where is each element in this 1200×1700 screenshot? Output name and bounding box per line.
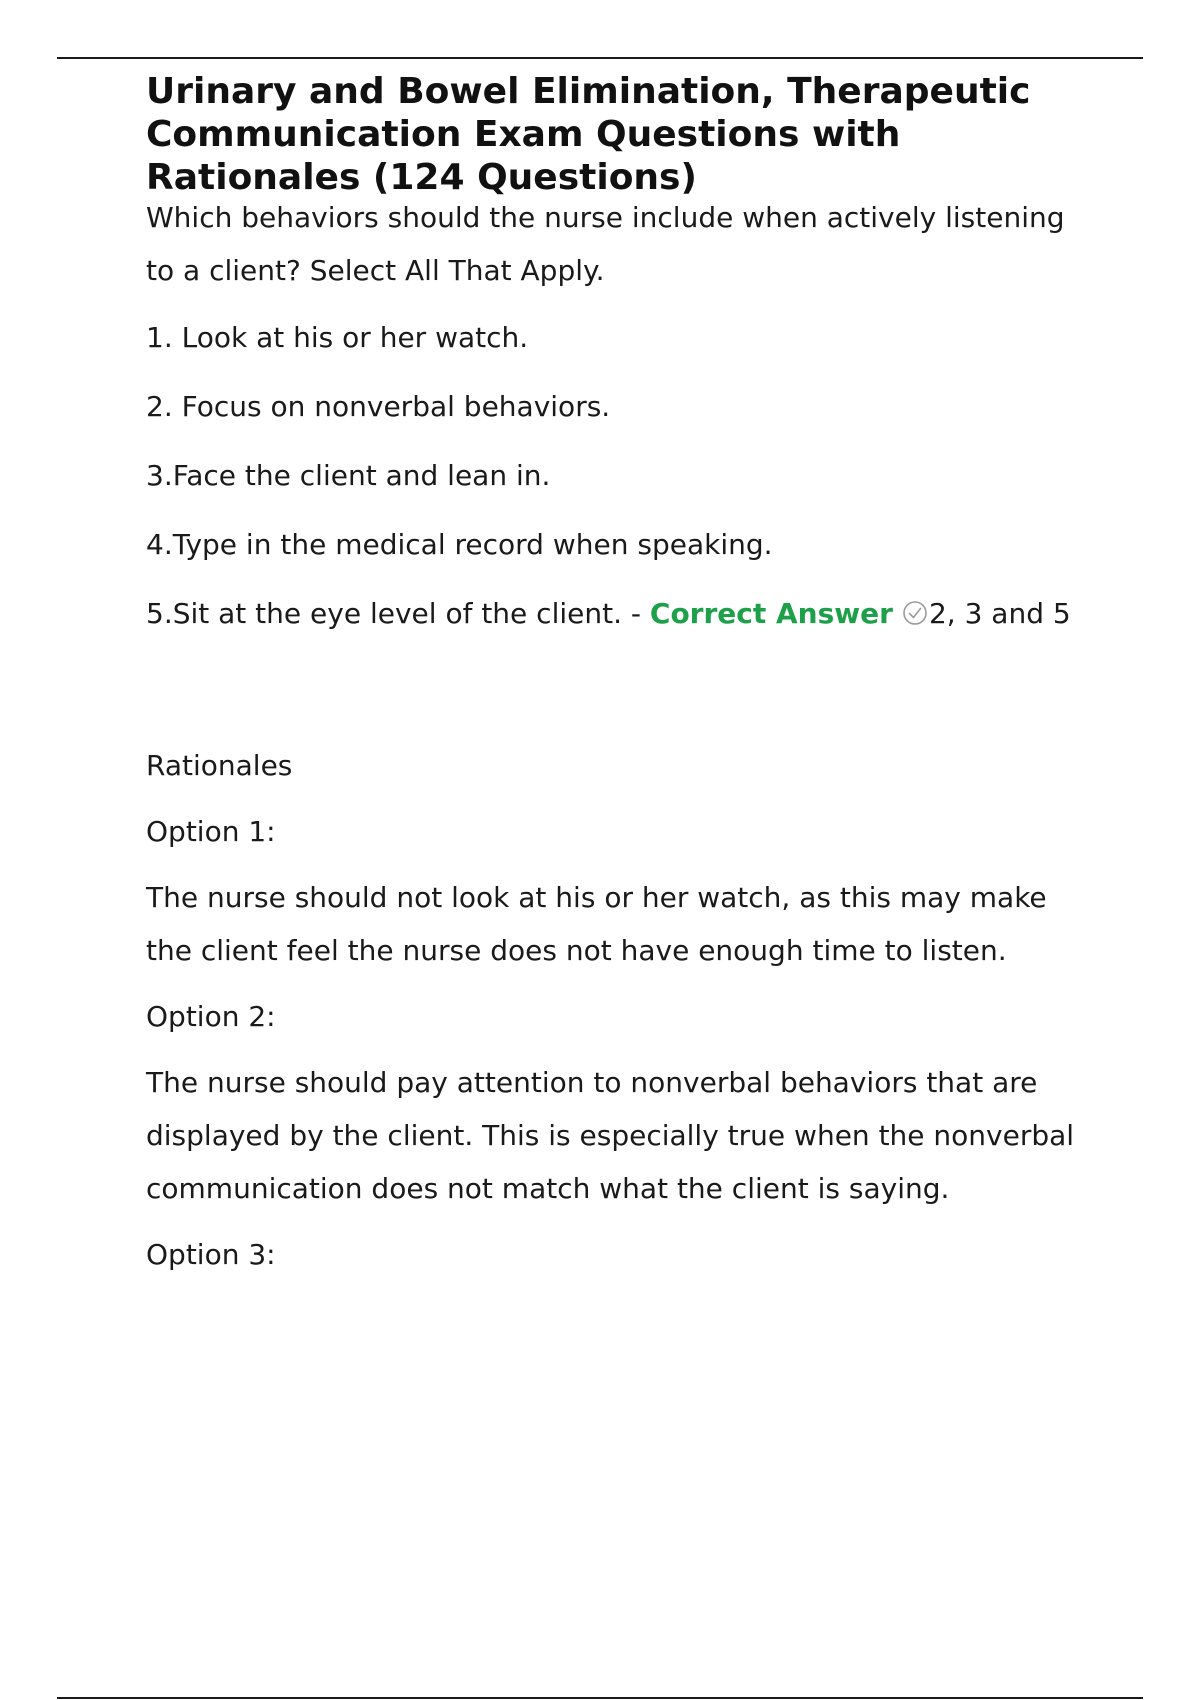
option-4: 4.Type in the medical record when speaking. bbox=[146, 528, 773, 561]
bottom-rule bbox=[57, 1697, 1143, 1699]
rationale-option-3-label: Option 3: bbox=[146, 1238, 276, 1271]
document-body bbox=[146, 70, 1086, 1281]
rationales-heading: Rationales bbox=[146, 749, 293, 782]
option-5: 5.Sit at the eye level of the client. - bbox=[146, 597, 650, 630]
top-rule bbox=[57, 57, 1143, 59]
option-1: 1. Look at his or her watch. bbox=[146, 321, 529, 354]
check-circle-icon bbox=[901, 591, 929, 619]
option-2: 2. Focus on nonverbal behaviors. bbox=[146, 390, 611, 423]
rationale-option-1-text: The nurse should not look at his or her watch, as this may make the client feel the nurse does not have enough time to listen. bbox=[146, 881, 1047, 967]
answer-value: 2, 3 and 5 bbox=[928, 597, 1071, 630]
option-5-with-answer bbox=[146, 587, 1086, 640]
rationale-option-1-label: Option 1: bbox=[146, 815, 276, 848]
correct-answer-label: Correct Answer bbox=[649, 597, 893, 630]
rationale-option-2-text: The nurse should pay attention to nonverbal behaviors that are displayed by the client. This is especially true when the nonverbal communication does not match what the client is saying. bbox=[146, 1066, 1075, 1205]
question-text: Which behaviors should the nurse include when actively listening to a client? Select All That Apply. bbox=[146, 201, 1065, 287]
document-title: Urinary and Bowel Elimination, Therapeutic Communication Exam Questions with Rationales (124 Questions) bbox=[146, 71, 1031, 198]
rationale-option-2-label: Option 2: bbox=[146, 1000, 276, 1033]
option-3: 3.Face the client and lean in. bbox=[146, 459, 551, 492]
